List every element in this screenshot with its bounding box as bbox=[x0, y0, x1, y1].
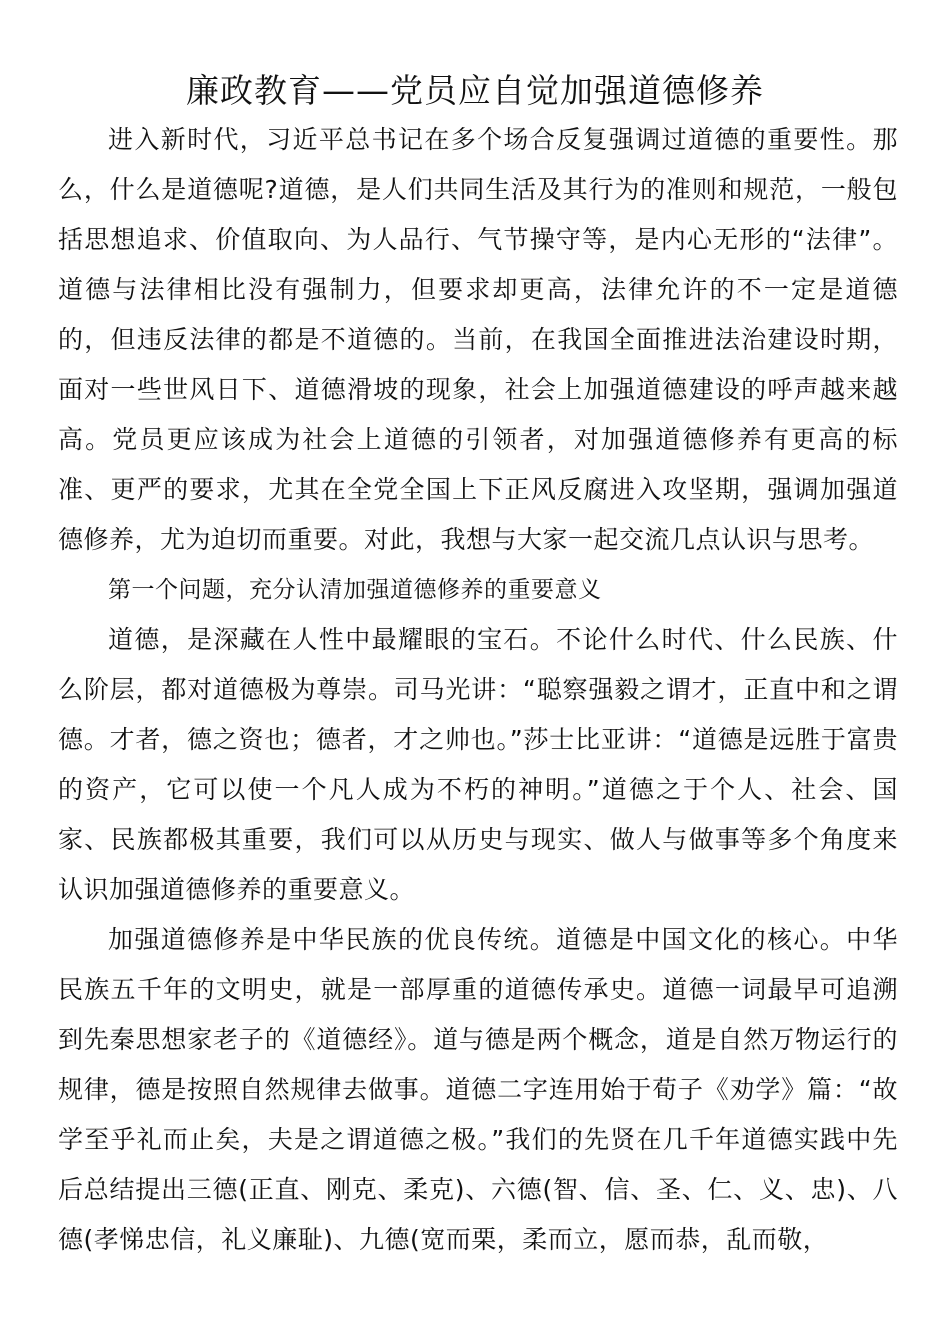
document-title: 廉政教育——党员应自觉加强道德修养 bbox=[186, 71, 764, 110]
paragraph-intro: 进入新时代，习近平总书记在多个场合反复强调过道德的重要性。那么，什么是道德呢?道德，是人们共同生活及其行为的准则和规范，一般包括思想追求、价值取向、为人品行、气节操守等，是内心无形的“法律”。道德与法律相比没有强制力，但要求却更高，法律允许的不一定是道德的，但违反法律的都是不道德的。当前，在我国全面推进法治建设时期，面对一些世风日下、道德滑坡的现象，社会上加强道德建设的呼声越来越高。党员更应该成为社会上道德的引领者，对加强道德修养有更高的标准、更严的要求，尤其在全党全国上下正风反腐进入攻坚期，强调加强道德修养，尤为迫切而重要。对此，我想与大家一起交流几点认识与思考。 bbox=[58, 125, 898, 554]
paragraph-moral-gem: 道德，是深藏在人性中最耀眼的宝石。不论什么时代、什么民族、什么阶层，都对道德极为尊崇。司马光讲：“聪察强毅之谓才，正直中和之谓德。才者，德之资也；德者，才之帅也。”莎士比亚讲：“道德是远胜于富贵的资产，它可以使一个凡人成为不朽的神明。”道德之于个人、社会、国家、民族都极其重要，我们可以从历史与现实、做人与做事等多个角度来认识加强道德修养的重要意义。 bbox=[58, 625, 898, 904]
document-body bbox=[58, 115, 898, 1265]
section-heading-1: 第一个问题，充分认清加强道德修养的重要意义 bbox=[108, 577, 602, 603]
paragraph-tradition: 加强道德修养是中华民族的优良传统。道德是中国文化的核心。中华民族五千年的文明史，就是一部厚重的道德传承史。道德一词最早可追溯到先秦思想家老子的《道德经》。道与德是两个概念，道是自然万物运行的规律，德是按照自然规律去做事。道德二字连用始于荀子《劝学》篇：“故学至乎礼而止矣，夫是之谓道德之极。”我们的先贤在几千年道德实践中先后总结提出三德(正直、刚克、柔克)、六德(智、信、圣、仁、义、忠)、八德(孝悌忠信，礼义廉耻)、九德(宽而栗，柔而立，愿而恭，乱而敬， bbox=[58, 925, 898, 1254]
